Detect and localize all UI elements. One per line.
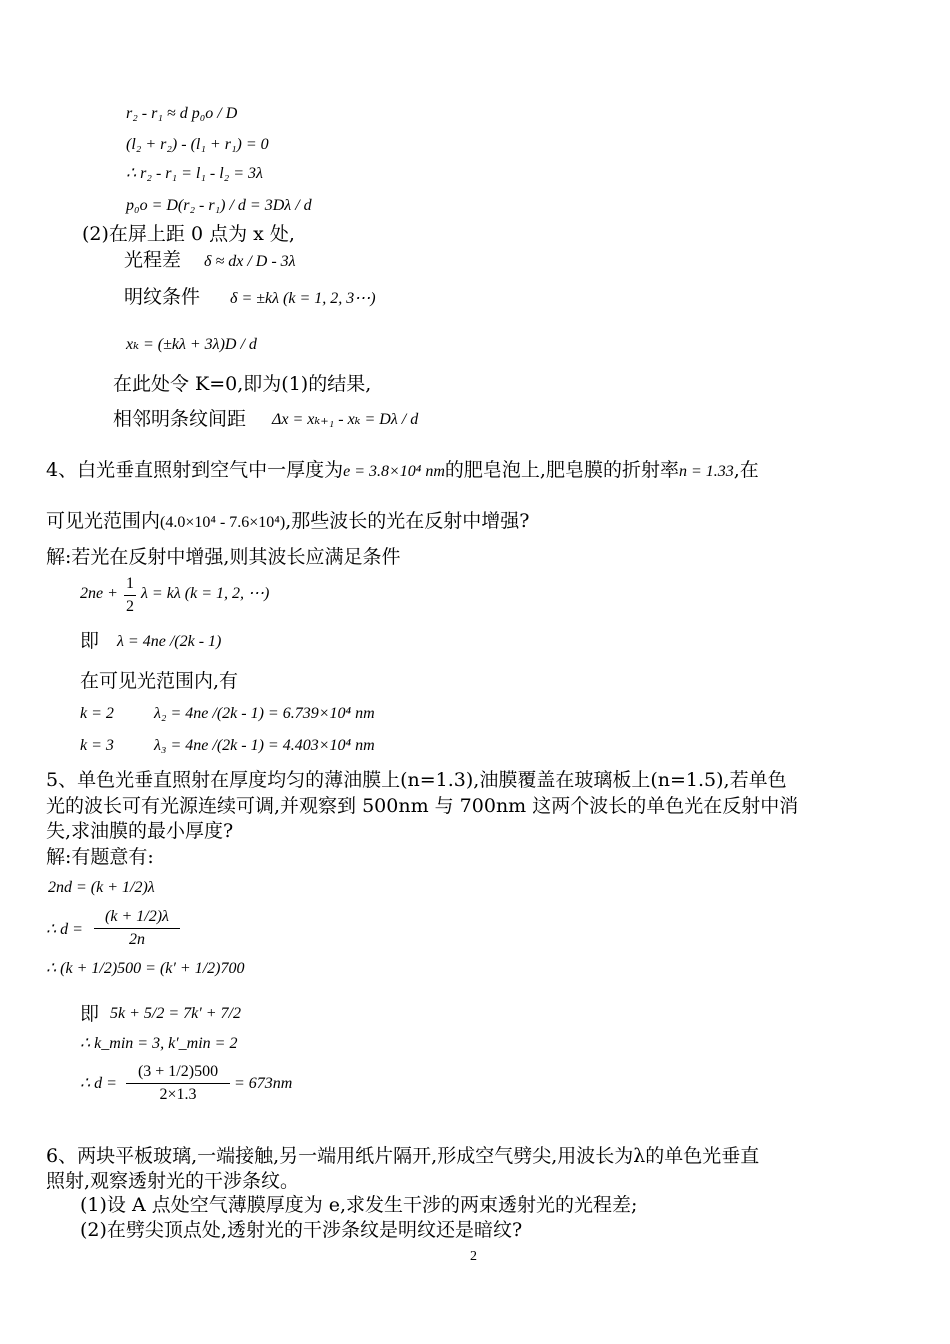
- q4-index: n = 1.33: [678, 463, 734, 480]
- q4-lambda-eq: λ = 4ne /(2k - 1): [117, 633, 222, 650]
- q5-eq6-fraction: [126, 1063, 230, 1104]
- part2-text: (2)在屏上距 0 点为 x 处,: [82, 223, 295, 245]
- q4-k2: k = 2: [80, 705, 114, 722]
- q4-cond-a: 2ne +: [80, 585, 118, 602]
- q4-k2-result: λ₂ = 4ne /(2k - 1) = 6.739×10⁴ nm: [154, 705, 375, 722]
- bright-condition-label: 明纹条件: [124, 286, 201, 308]
- q5-eq4: 5k + 5/2 = 7k′ + 7/2: [110, 1005, 241, 1022]
- q4-line1-c: ,在: [733, 459, 759, 481]
- q5-solution: 解:有题意有:: [46, 846, 154, 868]
- q5-line2: 光的波长可有光源连续可调,并观察到 500nm 与 700nm 这两个波长的单色光在反射中消: [46, 795, 799, 817]
- q5-line3: 失,求油膜的最小厚度?: [46, 820, 234, 842]
- derivation-eq2: (l₂ + r₂) - (l₁ + r₁) = 0: [126, 136, 269, 153]
- q5-eq6-a: ∴ d =: [80, 1075, 117, 1092]
- q4-line1-a: 4、白光垂直照射到空气中一厚度为: [46, 459, 344, 481]
- q4-cond-numerator: 1: [124, 575, 136, 596]
- q6-line1: 6、两块平板玻璃,一端接触,另一端用纸片隔开,形成空气劈尖,用波长为λ的单色光垂直: [46, 1145, 760, 1167]
- q5-eq2-numerator: (k + 1/2)λ: [94, 908, 180, 929]
- q5-line1: 5、单色光垂直照射在厚度均匀的薄油膜上(n=1.3),油膜覆盖在玻璃板上(n=1.5),若单色: [46, 769, 787, 791]
- q4-line2: [46, 512, 529, 531]
- derivation-eq1: r₂ - r₁ ≈ d p₀o / D: [126, 105, 238, 122]
- q5-eq5: ∴ k_min = 3, k′_min = 2: [80, 1035, 238, 1052]
- q4-cond-denominator: 2: [126, 598, 134, 615]
- q6-line2: 照射,观察透射光的干涉条纹。: [46, 1170, 300, 1192]
- derivation-eq4: p₀o = D(r₂ - r₁) / d = 3Dλ / d: [126, 197, 312, 214]
- q5-eq6-denominator: 2×1.3: [159, 1086, 197, 1103]
- q5-ji: 即: [80, 1003, 100, 1025]
- q4-line2-a: 可见光范围内: [46, 510, 161, 532]
- fringe-spacing-label: 相邻明条纹间距: [113, 408, 247, 430]
- q4-line1-b: 的肥皂泡上,肥皂膜的折射率: [444, 459, 679, 481]
- q4-thickness: e = 3.8×10⁴ nm: [343, 463, 445, 480]
- q4-k3: k = 3: [80, 737, 114, 754]
- q5-eq1: 2nd = (k + 1/2)λ: [48, 879, 155, 896]
- q6-sub2: (2)在劈尖顶点处,透射光的干涉条纹是明纹还是暗纹?: [80, 1219, 523, 1241]
- bright-condition-eq: δ = ±kλ (k = 1, 2, 3⋯): [230, 290, 376, 307]
- k0-text: 在此处令 K=0,即为(1)的结果,: [113, 373, 372, 395]
- q4-visible-range: 在可见光范围内,有: [80, 670, 239, 692]
- q5-eq6-b: = 673nm: [234, 1075, 293, 1092]
- q4-ji: 即: [80, 630, 100, 652]
- q4-line2-b: ,那些波长的光在反射中增强?: [285, 510, 530, 532]
- q4-cond-fraction: [124, 575, 136, 616]
- q4-solution: 解:若光在反射中增强,则其波长应满足条件: [46, 546, 401, 568]
- q5-eq2-denominator: 2n: [129, 931, 145, 948]
- path-diff-eq: δ ≈ dx / D - 3λ: [204, 253, 296, 270]
- q5-eq6-numerator: (3 + 1/2)500: [126, 1063, 230, 1084]
- q4-cond-b: λ = kλ (k = 1, 2, ⋯): [141, 585, 270, 602]
- fringe-spacing-eq: Δx = xₖ₊₁ - xₖ = Dλ / d: [272, 411, 419, 428]
- q4-k3-result: λ₃ = 4ne /(2k - 1) = 4.403×10⁴ nm: [154, 737, 375, 754]
- q5-eq2-a: ∴ d =: [46, 921, 83, 938]
- q5-eq2-fraction: [94, 908, 180, 949]
- page-number: 2: [470, 1249, 477, 1264]
- q6-sub1: (1)设 A 点处空气薄膜厚度为 e,求发生干涉的两束透射光的光程差;: [80, 1194, 638, 1216]
- q4-line1: [46, 461, 759, 480]
- q4-range: (4.0×10⁴ - 7.6×10⁴): [160, 514, 286, 531]
- derivation-eq3: ∴ r₂ - r₁ = l₁ - l₂ = 3λ: [126, 165, 263, 182]
- xk-eq: xₖ = (±kλ + 3λ)D / d: [126, 336, 257, 353]
- path-diff-label: 光程差: [124, 249, 182, 271]
- q5-eq3: ∴ (k + 1/2)500 = (k′ + 1/2)700: [46, 960, 245, 977]
